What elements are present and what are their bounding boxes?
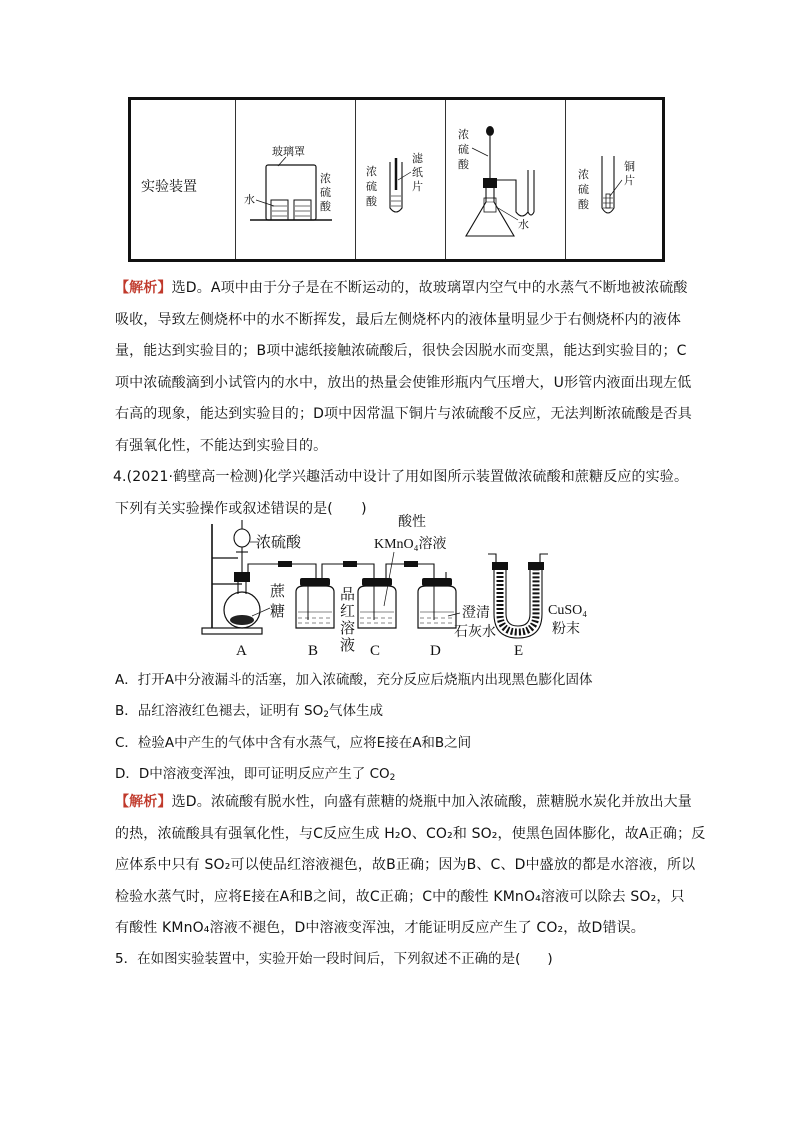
analysis-1-line: 项中浓硫酸滴到小试管内的水中，放出的热量会使锥形瓶内气压增大，U形管内液面出现左低	[115, 374, 692, 391]
question-4-line: 4.(2021·鹤壁高一检测)化学兴趣活动中设计了用如图所示装置做浓硫酸和蔗糖反应的实验。	[113, 469, 689, 485]
analysis-1-line: 右高的现象，能达到实验目的；D项中因常温下铜片与浓硫酸不反应，无法判断浓硫酸是否具	[115, 406, 692, 422]
analysis-2-line: 应体系中只有 SO₂可以使品红溶液褪色，故B正确；因为B、C、D中盛放的都是水溶液，所以	[115, 857, 696, 873]
label-acid-1: 浓	[366, 165, 377, 178]
apparatus-cell-c	[445, 100, 565, 259]
label-paper-1: 滤	[412, 152, 423, 165]
analysis-2	[115, 787, 706, 945]
label-paper-2: 纸	[412, 166, 423, 179]
label-acid-1: 浓	[578, 168, 589, 181]
label-sugar-2: 糖	[270, 604, 286, 620]
label-cuso4-2: 粉末	[552, 622, 580, 637]
analysis-1-line: 【解析】选D。A项中由于分子是在不断运动的，故玻璃罩内空气中的水蒸气不断地被浓硫酸	[115, 280, 688, 296]
label-acid-1: 浓	[320, 172, 331, 185]
bell-jar-diagram	[236, 100, 356, 260]
analysis-1	[115, 273, 692, 462]
label-water: 水	[518, 218, 529, 231]
label-letter-a: A	[236, 643, 247, 659]
analysis-1-line: 量，能达到实验目的；B项中滤纸接触浓硫酸后，很快会因脱水而变黑，能达到实验目的；C	[115, 343, 687, 359]
label-pinhong-2: 红	[340, 604, 356, 620]
label-limewater-2: 石灰水	[454, 625, 496, 640]
label-acid-3: 酸	[366, 195, 377, 208]
label-pinhong-3: 溶	[340, 621, 356, 637]
table-row-label-cell	[131, 100, 235, 259]
label-paper-3: 片	[412, 180, 423, 193]
analysis-2-line: 有酸性 KMnO₄溶液不褪色，D中溶液变浑浊，才能证明反应产生了 CO₂，故D错误。	[115, 920, 645, 936]
option-d: D．D中溶液变浑浊，即可证明反应产生了 $CO_2$	[115, 766, 396, 783]
label-kmno4: KMnO₄溶液	[374, 537, 447, 552]
option-c: C．检验A中产生的气体中含有水蒸气，应将E接在A和B之间	[115, 735, 472, 751]
analysis-2-line: 的热，浓硫酸具有强氧化性，与C反应生成 H₂O、CO₂和 SO₂，使黑色固体膨化，故A正确；反	[115, 825, 706, 842]
label-limewater-1: 澄清	[462, 606, 490, 621]
analysis-tag: 【解析】	[115, 280, 172, 296]
label-bell-jar: 玻璃罩	[272, 145, 305, 158]
filter-paper-diagram	[356, 100, 446, 260]
label-pinhong-1: 品	[340, 587, 356, 603]
label-letter-e: E	[514, 643, 524, 659]
label-water: 水	[244, 193, 255, 206]
analysis-tag: 【解析】	[115, 794, 172, 810]
apparatus-cell-a	[235, 100, 355, 259]
label-conc-acid: 浓硫酸	[256, 535, 302, 551]
label-letter-d: D	[430, 643, 441, 659]
label-acid-2: 硫	[366, 180, 377, 193]
experiment-table	[128, 97, 665, 262]
apparatus-cell-b	[355, 100, 445, 259]
label-sugar-1: 蔗	[270, 584, 286, 600]
label-cuso4-1: CuSO₄	[548, 603, 588, 618]
label-pinhong-4: 液	[340, 638, 356, 654]
label-acid-3: 酸	[320, 200, 331, 213]
u-tube-flask-diagram	[446, 100, 566, 260]
sugar-acid-apparatus	[198, 515, 588, 659]
row-label: 实验装置	[141, 179, 197, 195]
question-4-line: 下列有关实验操作或叙述错误的是( )	[115, 500, 367, 517]
apparatus-cell-d	[565, 100, 662, 259]
option-b: B．品红溶液红色褪去，证明有 $SO_2$气体生成	[115, 703, 383, 720]
label-acid-1: 浓	[458, 128, 469, 141]
analysis-2-line: 【解析】选D。浓硫酸有脱水性，向盛有蔗糖的烧瓶中加入浓硫酸，蔗糖脱水炭化并放出大量	[115, 794, 692, 810]
label-acid-2: 硫	[578, 183, 589, 196]
label-letter-b: B	[308, 643, 319, 659]
label-acid-2: 硫	[458, 143, 469, 156]
label-letter-c: C	[370, 643, 381, 659]
option-a: A．打开A中分液漏斗的活塞，加入浓硫酸，充分反应后烧瓶内出现黑色膨化固体	[115, 672, 593, 688]
label-acid-3: 酸	[578, 198, 589, 211]
analysis-2-line: 检验水蒸气时，应将E接在A和B之间，故C正确；C中的酸性 KMnO₄溶液可以除去 SO₂，只	[115, 888, 685, 905]
question-5: 5．在如图实验装置中，实验开始一段时间后，下列叙述不正确的是( )	[115, 951, 553, 967]
analysis-1-line: 吸收，导致左侧烧杯中的水不断挥发，最后左侧烧杯内的液体量明显少于右侧烧杯内的液体	[115, 311, 681, 328]
label-copper-1: 铜	[624, 160, 635, 173]
label-acid-2: 硫	[320, 186, 331, 199]
label-kmno4-top: 酸性	[398, 515, 426, 530]
label-acid-3: 酸	[458, 158, 469, 171]
label-copper-2: 片	[624, 174, 635, 187]
analysis-1-line: 有强氧化性，不能达到实验目的。	[115, 437, 328, 454]
copper-test-tube-diagram	[566, 100, 666, 260]
